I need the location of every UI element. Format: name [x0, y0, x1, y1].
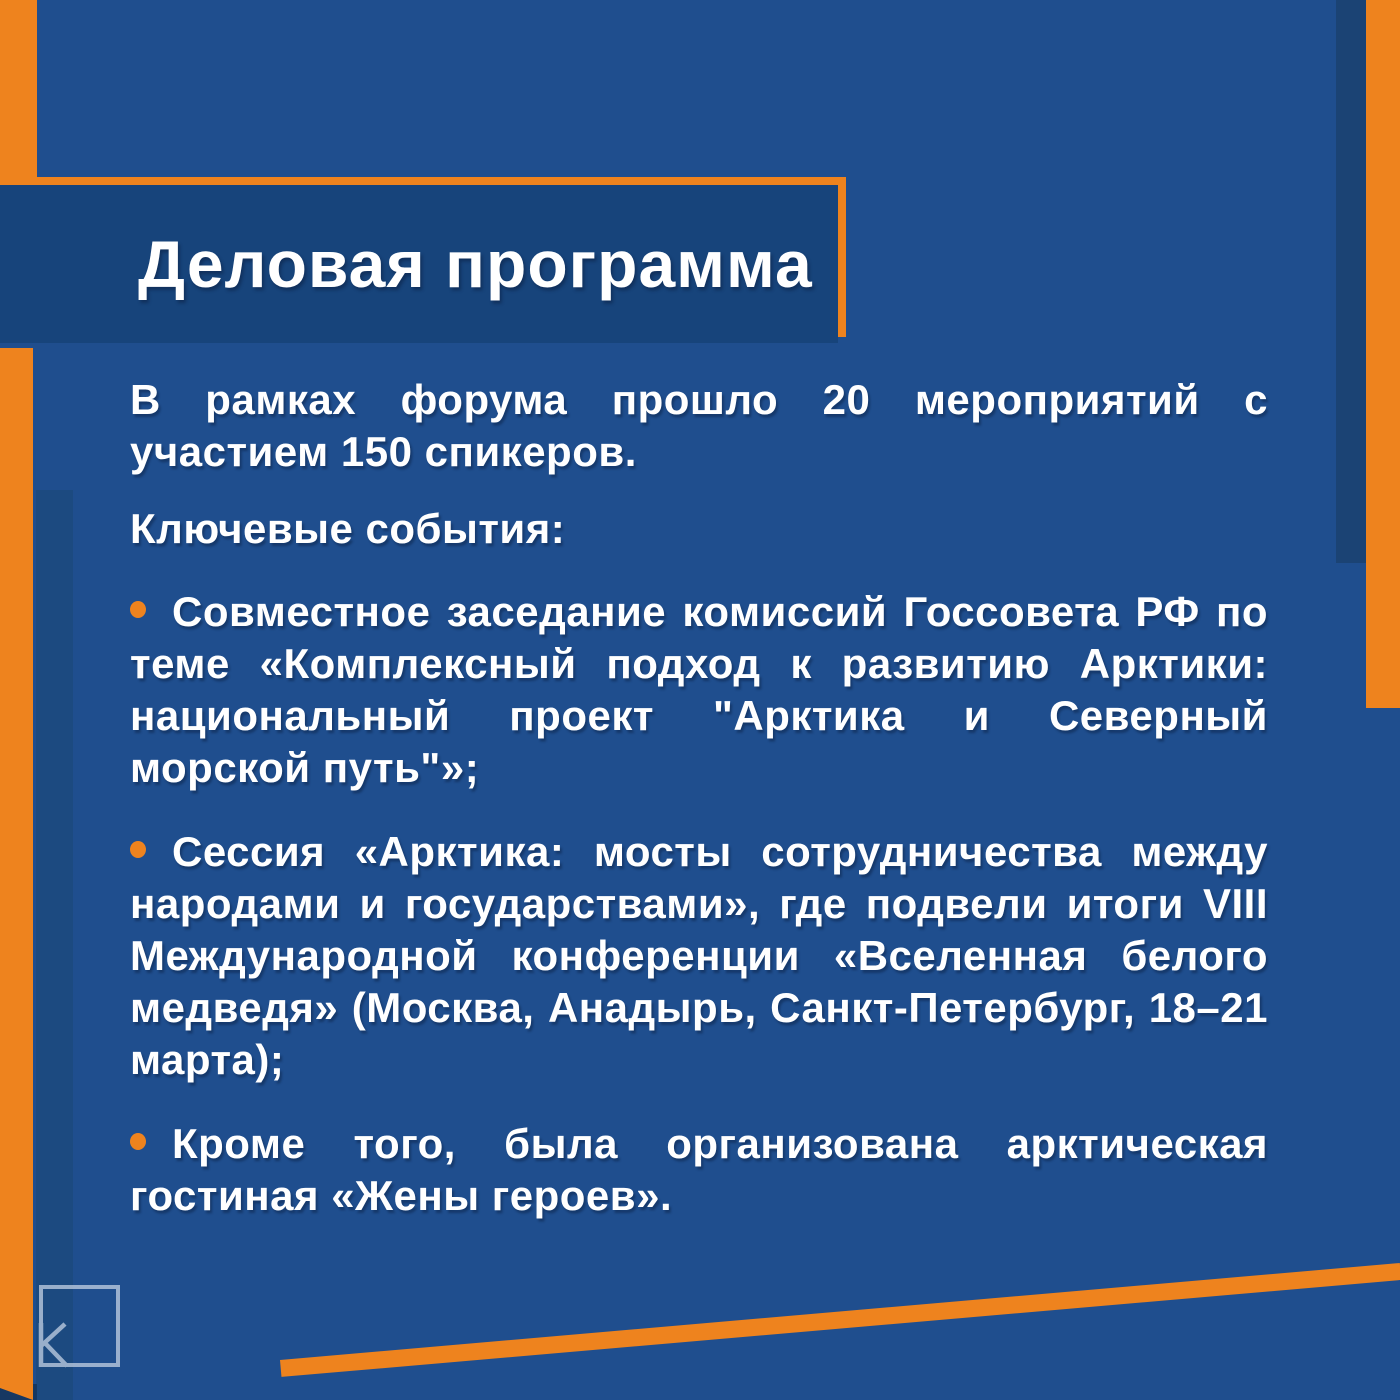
bullet-dot: [130, 601, 146, 618]
left-accent-bar-top: [0, 0, 37, 185]
intro-paragraph: [130, 374, 1268, 478]
bullet-item: [130, 826, 1268, 1086]
bullet-item: [130, 586, 1268, 794]
title-border-top: [0, 177, 846, 185]
left-shadow-band: [36, 490, 73, 1400]
right-accent-bar: [1366, 0, 1400, 708]
bullet-dot: [130, 841, 146, 858]
k-square-logo-icon: [36, 1282, 122, 1368]
right-shadow-band: [1336, 0, 1366, 563]
bullet-item: [130, 1118, 1268, 1222]
subheading: [130, 503, 1268, 555]
bullet-text: Сессия «Арктика: мосты сотрудничества между народами и государствами», где подвели итоги VIII Международной конференции «Вселенная белого медведя» (Москва, Анадырь, Санкт-Петербург, 18–21 марта);: [130, 828, 1268, 1083]
subheading-text: Ключевые события:: [130, 505, 566, 552]
body-text: [130, 374, 1268, 1254]
left-accent-bar-bottom: [0, 348, 33, 1400]
title-panel: [0, 185, 838, 343]
title-border-right: [838, 177, 846, 337]
bullet-text: Кроме того, была организована арктическая гостиная «Жены героев».: [130, 1120, 1268, 1219]
page-title: Деловая программа: [138, 227, 813, 301]
bottom-diagonal-stripe: [280, 1263, 1400, 1377]
intro-text: В рамках форума прошло 20 мероприятий с участием 150 спикеров.: [130, 376, 1268, 475]
bullet-text: Совместное заседание комиссий Госсовета РФ по теме «Комплексный подход к развитию Арктики: национальный проект "Арктика и Северный морской путь"»;: [130, 588, 1268, 791]
bullet-dot: [130, 1133, 146, 1150]
